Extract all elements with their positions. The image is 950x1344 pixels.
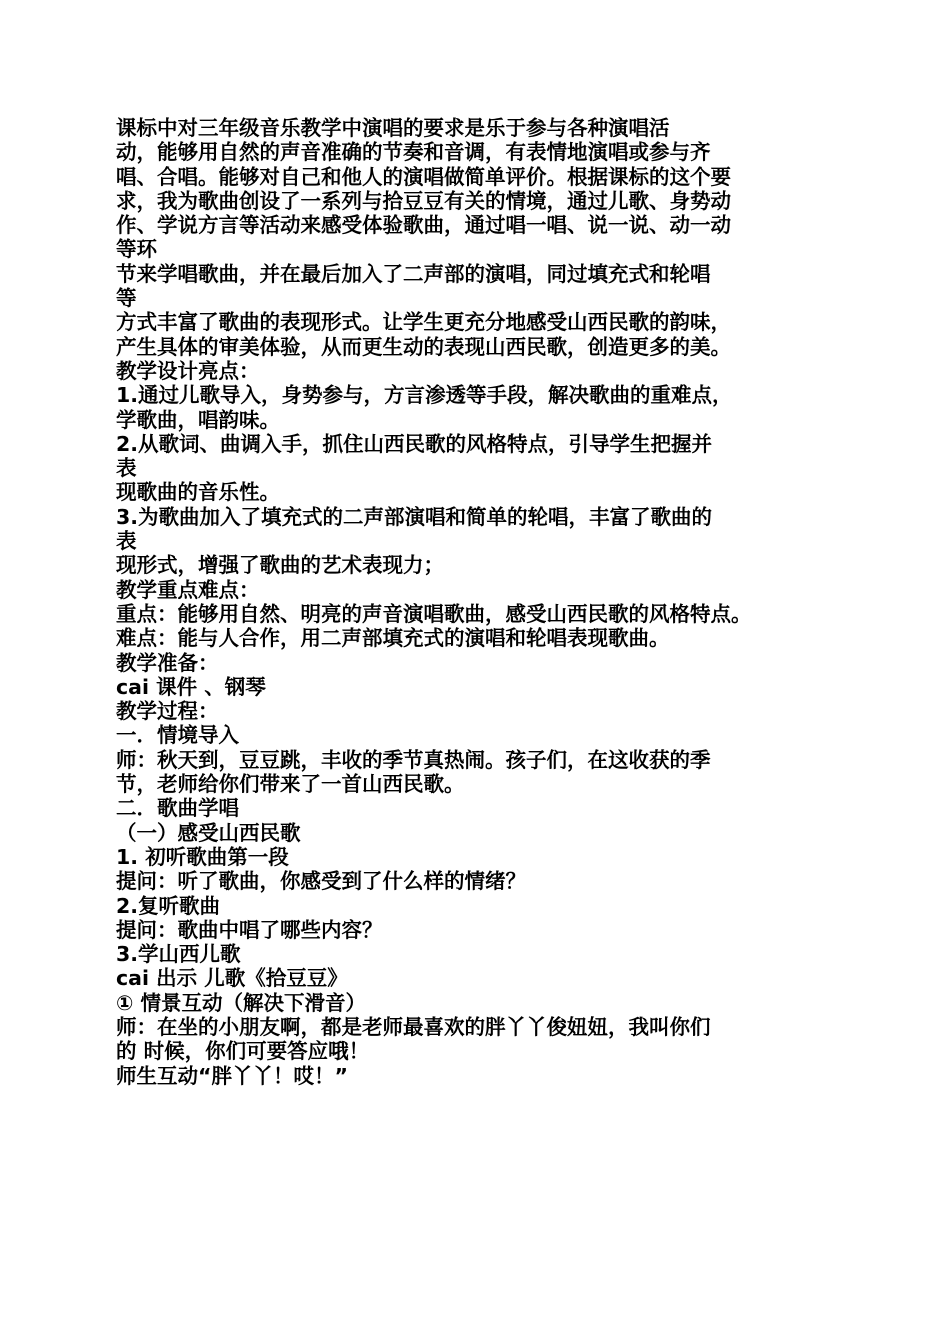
text-line-14: 2.从歌词、曲调入手，抓住山西民歌的风格特点，引导学生把握并 — [116, 431, 713, 456]
section-heading-key-points: 教学重点难点： — [116, 577, 260, 602]
text-line-32: 提问：听了歌曲，你感受到了什么样的情绪？ — [116, 869, 526, 894]
text-line-34: 提问：歌曲中唱了哪些内容？ — [116, 917, 383, 942]
text-line-7: 节来学唱歌曲，并在最后加入了二声部的演唱，同过填充式和轮唱 — [116, 261, 711, 286]
text-line-38: 师：在坐的小朋友啊，都是老师最喜欢的胖丫丫俊妞妞，我叫你们 — [116, 1014, 711, 1039]
text-line-37: ① 情景互动（解决下滑音） — [116, 990, 366, 1015]
text-line-16: 现歌曲的音乐性。 — [116, 480, 280, 505]
text-line-36: cai 出示 儿歌《拾豆豆》 — [116, 966, 348, 991]
text-line-27: 师：秋天到，豆豆跳，丰收的季节真热闹。孩子们，在这收获的季 — [116, 747, 711, 772]
text-line-39: 的 时候，你们可要答应哦！ — [116, 1039, 370, 1064]
text-line-12: 1.通过儿歌导入，身势参与，方言渗透等手段，解决歌曲的重难点， — [116, 383, 733, 408]
text-line-10: 产生具体的审美体验，从而更生动的表现山西民歌，创造更多的美。 — [116, 334, 731, 359]
section-heading-preparation: 教学准备： — [116, 650, 219, 675]
text-line-19: 现形式，增强了歌曲的艺术表现力； — [116, 553, 444, 578]
text-line-8: 等 — [116, 286, 137, 311]
text-line-30: （一）感受山西民歌 — [116, 820, 301, 845]
text-line-24: cai 课件 、钢琴 — [116, 674, 266, 699]
document-body — [116, 116, 856, 1088]
text-line-9: 方式丰富了歌曲的表现形式。让学生更充分地感受山西民歌的韵味， — [116, 310, 731, 335]
text-line-33: 2.复听歌曲 — [116, 893, 221, 918]
text-line-26: 一．情境导入 — [116, 723, 239, 748]
text-line-28: 节，老师给你们带来了一首山西民歌。 — [116, 772, 465, 797]
text-line-40: 师生互动“胖丫丫！哎！” — [116, 1063, 348, 1088]
text-line-4: 求，我为歌曲创设了一系列与拾豆豆有关的情境，通过儿歌、身势动 — [116, 188, 731, 213]
section-heading-highlights: 教学设计亮点： — [116, 358, 260, 383]
text-line-2: 动，能够用自然的声音准确的节奏和音调，有表情地演唱或参与齐 — [116, 140, 711, 165]
text-line-6: 等环 — [116, 237, 157, 262]
text-line-3: 唱、合唱。能够对自己和他人的演唱做简单评价。根据课标的这个要 — [116, 164, 731, 189]
text-line-5: 作、学说方言等活动来感受体验歌曲，通过唱一唱、说一说、动一动 — [116, 213, 731, 238]
text-line-22: 难点：能与人合作，用二声部填充式的演唱和轮唱表现歌曲。 — [116, 626, 670, 651]
text-line-29: 二．歌曲学唱 — [116, 796, 239, 821]
text-line-17: 3.为歌曲加入了填充式的二声部演唱和简单的轮唱，丰富了歌曲的 — [116, 504, 713, 529]
text-line-35: 3.学山西儿歌 — [116, 942, 241, 967]
text-line-1: 课标中对三年级音乐教学中演唱的要求是乐于参与各种演唱活 — [116, 116, 670, 140]
section-heading-process: 教学过程： — [116, 699, 219, 724]
text-line-31: 1. 初听歌曲第一段 — [116, 844, 289, 869]
text-line-21: 重点：能够用自然、明亮的声音演唱歌曲，感受山西民歌的风格特点。 — [116, 601, 752, 626]
text-line-15: 表 — [116, 456, 137, 481]
text-line-13: 学歌曲，唱韵味。 — [116, 407, 280, 432]
text-line-18: 表 — [116, 529, 137, 554]
